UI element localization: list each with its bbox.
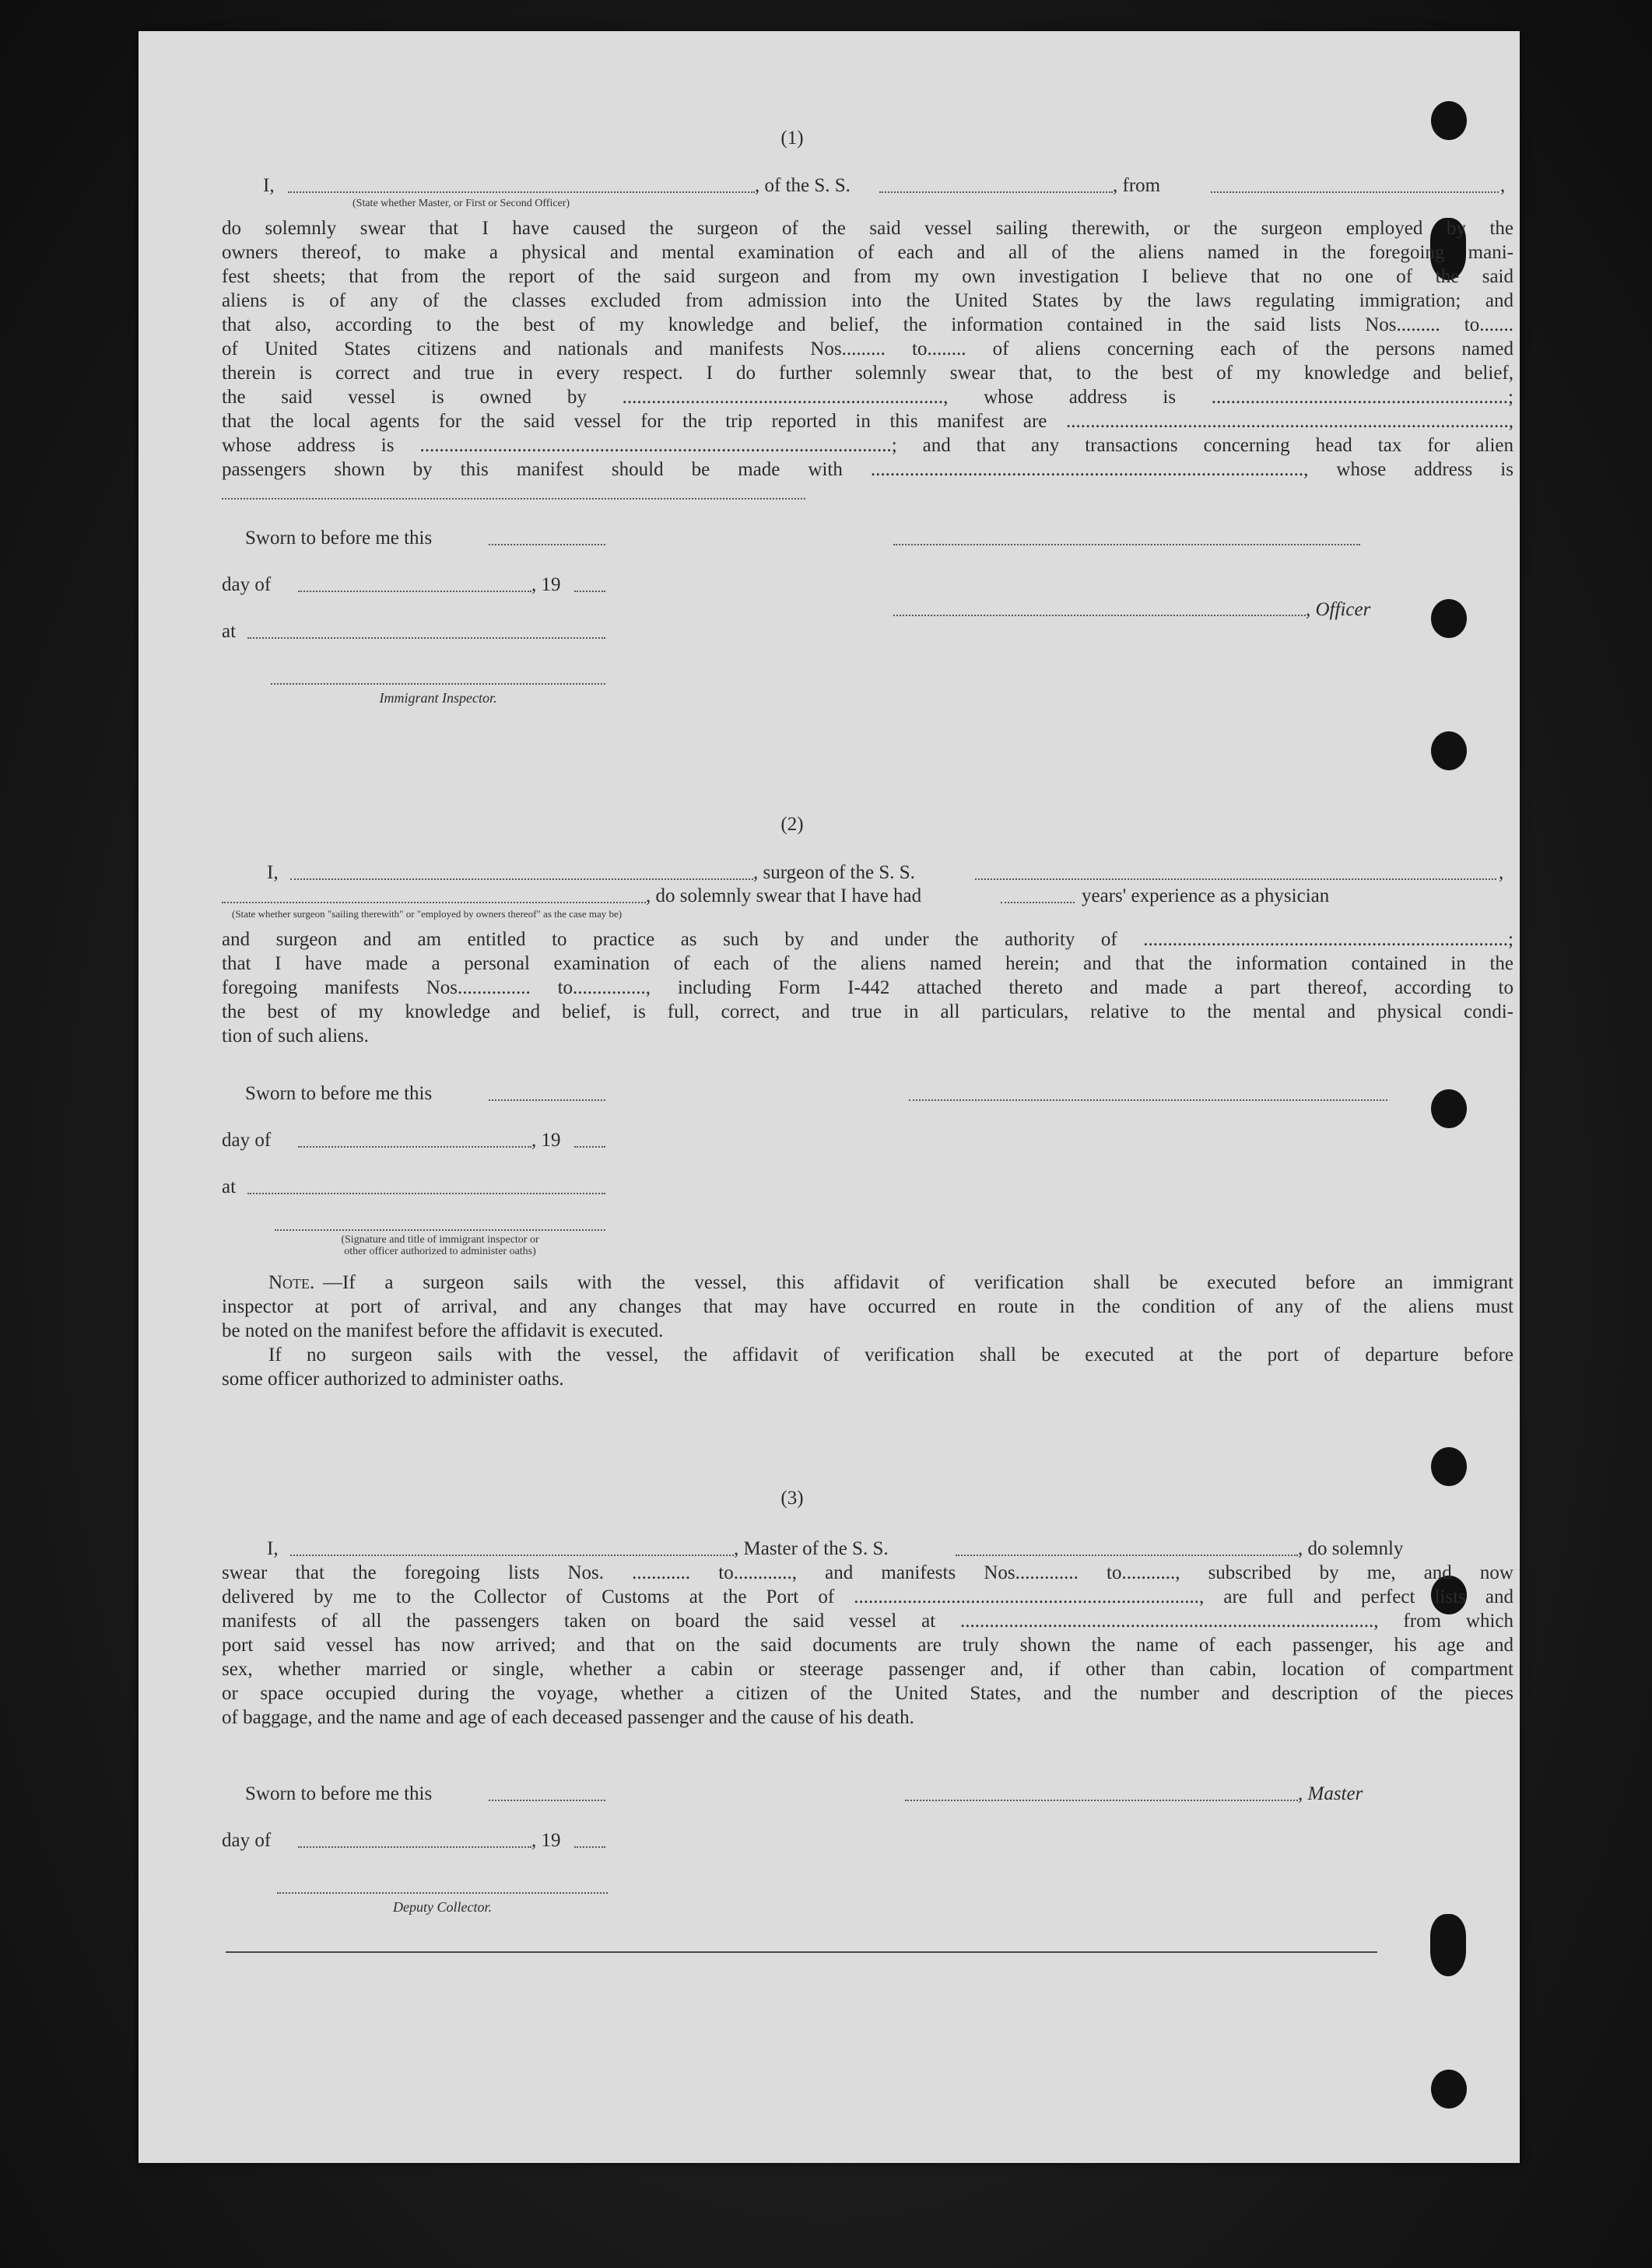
s3-line0-i: I, [267,1538,279,1559]
s1-officer-blank [893,615,1306,616]
s2-line1-years: years' experience as a physician [1082,885,1330,906]
s1-text-line: aliens is of any of the classes excluded from admission into the United States by the laws regulating immigration; and [222,290,1513,311]
s1-text-line: passengers shown by this manifest should be made with ........................................................................................., whose address is [222,459,1513,480]
s1-dayof-blank [298,591,531,592]
s3-text-line: of baggage, and the name and age of each deceased passenger and the cause of his death. [222,1707,914,1728]
s1-sworn-blank [489,544,605,545]
s3-dayof-blank [298,1846,531,1848]
s2-nineteen: , 19 [531,1130,561,1151]
s2-text-line: foregoing manifests Nos............... to..............., including Form I-442 attached thereto and made a part thereof, according to [222,977,1513,998]
s1-text-line: that also, according to the best of my knowledge and belief, the information contained in the said lists Nos......... to....... [222,314,1513,335]
binder-hole [1431,1089,1467,1128]
s2-line1-swear: , do solemnly swear that I have had [646,885,922,906]
s3-text-line: delivered by me to the Collector of Customs at the Port of ......................................................................., are full and perfect lists and [222,1586,1513,1607]
s2-line0-comma: , [1499,862,1504,883]
s1-blank-vessel [879,191,1113,193]
s3-nineteen: , 19 [531,1830,561,1851]
s1-text-line: do solemnly swear that I have caused the surgeon of the said vessel sailing therewith, or the surgeon employed by the [222,218,1513,239]
s1-inspector-blank [271,683,605,685]
s2-text-line: tion of such aliens. [222,1025,369,1046]
s2-paragraph [222,927,1513,1048]
s3-collector-blank [277,1892,608,1894]
s1-officer-note: (State whether Master, or First or Second Officer) [352,198,570,209]
s1-nineteen: , 19 [531,574,561,595]
s3-line0-solemnly: , do solemnly [1298,1538,1404,1559]
section-2-number: (2) [780,814,804,835]
s3-text-line: or space occupied during the voyage, whether a citizen of the United States, and the number and description of the pieces [222,1683,1513,1704]
s3-sworn-label: Sworn to before me this [245,1783,433,1804]
s2-note-head: Note. [268,1272,315,1293]
s3-blank-master [290,1555,734,1556]
s3-text-line: sex, whether married or single, whether a cabin or steerage passenger and, if other than cabin, location of compartment [222,1659,1513,1680]
s3-dayof-label: day of [222,1830,272,1851]
s2-text-line: and surgeon and am entitled to practice as such by and under the authority of ...........................................................................; [222,929,1513,950]
s2-note-line: inspector at port of arrival, and any changes that may have occurred en route in the condition of any of the aliens must [222,1296,1513,1317]
s1-blank-address [222,498,805,500]
s3-blank-vessel [956,1555,1298,1556]
s1-at-blank [247,637,605,639]
s2-sworn-label: Sworn to before me this [245,1083,433,1104]
s2-note-line [222,1271,1513,1295]
s1-text-line: owners thereof, to make a physical and mental examination of each and all of the aliens named in the foregoing mani- [222,242,1513,263]
s2-blank-status [222,902,646,903]
s1-dayof-label: day of [222,574,272,595]
s3-sworn-blank [489,1800,605,1801]
manifest-sheet [139,31,1520,2163]
s2-note-text: —If a surgeon sails with the vessel, this affidavit of verification shall be executed before an immigrant [323,1272,1513,1293]
s3-master-label: , Master [1298,1783,1363,1804]
s1-year-blank [574,591,605,592]
binder-hole [1430,1914,1466,1976]
s1-line0-i: I, [263,175,275,196]
section-3-number: (3) [780,1488,804,1509]
s3-collector-label: Deputy Collector. [393,1899,492,1915]
s2-year-blank [574,1146,605,1148]
s1-text-line: that the local agents for the said vessel for the trip reported in this manifest are ..........................................................................................., [222,411,1513,432]
s3-line0-ss: , Master of the S. S. [734,1538,889,1559]
s1-sworn-label: Sworn to before me this [245,528,433,549]
s2-text-line: the best of my knowledge and belief, is full, correct, and true in all particulars, relative to the mental and physical condi- [222,1001,1513,1022]
s1-inspector-label: Immigrant Inspector. [379,690,497,706]
binder-hole [1431,731,1467,770]
s1-text-line: of United States citizens and nationals and manifests Nos......... to........ of aliens concerning each of the persons named [222,338,1513,359]
s3-text-line: port said vessel has now arrived; and that on the said documents are truly shown the name of each passenger, his age and [222,1635,1513,1656]
s2-note2-line: If no surgeon sails with the vessel, the affidavit of verification shall be executed at the port of departure before [268,1344,1513,1365]
binder-hole [1431,2070,1467,2109]
s2-inspector-blank [275,1229,605,1231]
s2-signature-blank [909,1099,1387,1101]
s2-line0-ss: , surgeon of the S. S. [753,862,915,883]
s2-blank-surgeon [290,878,753,880]
binder-hole [1431,1447,1467,1486]
s1-at-label: at [222,621,237,642]
s1-line0-comma: , [1500,175,1506,196]
s2-at-label: at [222,1176,237,1197]
s2-note2-line: some officer authorized to administer oaths. [222,1369,564,1390]
s1-line0-ss: , of the S. S. [755,175,851,196]
s2-line0-i: I, [267,862,279,883]
s3-text-line: swear that the foregoing lists Nos. ............ to............, and manifests Nos............. to..........., subscribed by me, and now [222,1562,1513,1583]
s3-text-line: manifests of all the passengers taken on board the said vessel at ....................................................................................., from which [222,1611,1513,1632]
s2-at-blank [247,1193,605,1194]
s1-text-line: fest sheets; that from the report of the said surgeon and from my own investigation I believe that no one of the said [222,266,1513,287]
s1-blank-from [1211,191,1499,193]
s1-blank-officer [288,191,755,193]
s2-dayof-blank [298,1146,531,1148]
binder-hole [1431,599,1467,638]
s1-line0-from: , from [1113,175,1161,196]
s3-paragraph [222,1561,1513,1730]
s3-master-blank [905,1800,1298,1801]
s1-text-line: whose address is .................................................................................................; and that any transactions concerning head tax for alien [222,435,1513,456]
s2-note [222,1271,1513,1391]
s3-year-blank [574,1846,605,1848]
s2-note-line: be noted on the manifest before the affidavit is executed. [222,1320,664,1341]
s2-dayof-label: day of [222,1130,272,1151]
s2-sig-note-2: other officer authorized to administer oaths) [344,1246,536,1257]
s1-officer-label: , Officer [1306,599,1371,620]
s2-blank-years [1001,902,1075,903]
s2-sig-note-1: (Signature and title of immigrant inspector or [341,1234,539,1246]
s2-text-line: that I have made a personal examination of each of the aliens named herein; and that the information contained in the [222,953,1513,974]
bottom-rule [226,1951,1377,1953]
s2-sworn-blank [489,1099,605,1101]
s1-signature-blank [893,544,1360,545]
s1-text-line: therein is correct and true in every respect. I do further solemnly swear that, to the best of my knowledge and belief, [222,363,1513,384]
s1-text-line: the said vessel is owned by .................................................................., whose address is .............................................................; [222,387,1513,408]
s1-paragraph [222,216,1513,482]
s2-status-note: (State whether surgeon "sailing therewith" or "employed by owners thereof" as the case may be) [232,908,623,920]
s2-blank-vessel [975,878,1496,880]
section-1-number: (1) [780,128,804,149]
